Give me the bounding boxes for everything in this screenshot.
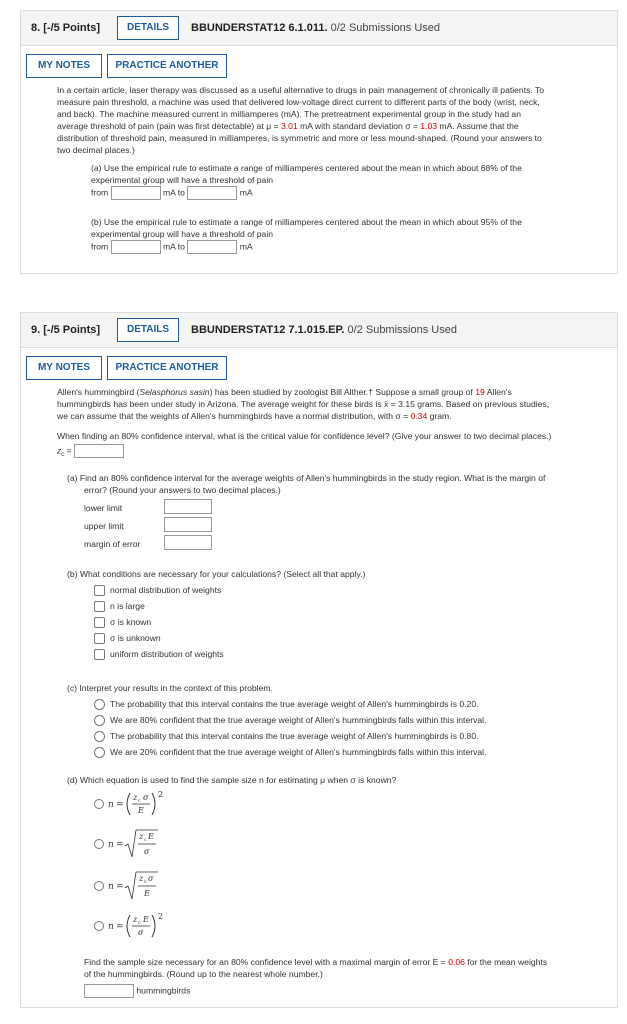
- svg-text:σ: σ: [143, 793, 149, 802]
- intro-text: and back). The machine measured current in milliamperes (mA). The pretreatment experimental group in the study had an: [57, 109, 521, 119]
- sample-size-answer-row: [84, 984, 190, 998]
- radio-option[interactable]: We are 20% confident that the true average weight of Allen's hummingbirds falls within this interval.: [94, 746, 486, 759]
- margin-of-error-label: margin of error: [84, 539, 141, 549]
- formula-zc-e-over-sigma-squared: [94, 911, 184, 941]
- details-button[interactable]: DETAILS: [117, 16, 179, 40]
- radio-option[interactable]: The probability that this interval contains the true average weight of Allen's hummingbirds is 0.20.: [94, 698, 479, 711]
- svg-text:E: E: [144, 889, 150, 898]
- checkbox[interactable]: [94, 649, 105, 660]
- svg-text:n: n: [108, 922, 114, 932]
- radio-button[interactable]: [94, 731, 105, 742]
- radio-option-formula-1[interactable]: [94, 789, 184, 819]
- margin-of-error-input[interactable]: [164, 535, 212, 550]
- radio-option[interactable]: We are 80% confident that the true average weight of Allen's hummingbirds falls within this interval.: [94, 714, 486, 727]
- svg-text:=: =: [116, 840, 124, 850]
- svg-text:E: E: [138, 806, 144, 815]
- svg-text:=: =: [116, 882, 124, 892]
- question-9-body: [21, 384, 617, 1004]
- intro-text: two decimal places.): [57, 145, 135, 155]
- svg-text:σ: σ: [138, 928, 144, 937]
- question-9-header: [21, 313, 617, 348]
- from-label: from: [91, 187, 109, 198]
- checkbox[interactable]: [94, 633, 105, 644]
- checkbox-option[interactable]: σ is unknown: [94, 632, 161, 645]
- sample-size-question: of the hummingbirds. (Round up to the nearest whole number.): [84, 969, 323, 979]
- svg-text:n: n: [108, 840, 114, 850]
- svg-text:z: z: [133, 793, 138, 802]
- intro-text: In a certain article, laser therapy was discussed as a useful alternative to drugs in pain management of chronically ill patients. To: [57, 85, 545, 95]
- checkbox-option[interactable]: normal distribution of weights: [94, 584, 221, 597]
- svg-text:c: c: [144, 879, 147, 885]
- checkbox[interactable]: [94, 585, 105, 596]
- svg-text:E: E: [143, 915, 149, 924]
- radio-option-formula-3[interactable]: [94, 869, 184, 903]
- part-b-answer-row: [91, 240, 253, 254]
- checkbox[interactable]: [94, 601, 105, 612]
- part-a-text: experimental group will have a threshold of pain: [91, 175, 274, 185]
- part-d-question: (d) Which equation is used to find the sample size n for estimating μ when σ is known?: [67, 775, 397, 785]
- radio-option-formula-2[interactable]: [94, 827, 184, 861]
- unit-label: hummingbirds: [136, 985, 191, 996]
- part-a-text: (a) Find an 80% confidence interval for the average weights of Allen's hummingbirds in the study region. What is the margin of: [67, 473, 546, 483]
- practice-another-button[interactable]: PRACTICE ANOTHER: [107, 356, 227, 380]
- part-a-from-input[interactable]: [111, 186, 161, 200]
- my-notes-button[interactable]: MY NOTES: [26, 54, 102, 78]
- from-label: from: [91, 241, 109, 252]
- svg-text:2: 2: [158, 912, 164, 921]
- practice-another-button[interactable]: PRACTICE ANOTHER: [107, 54, 227, 78]
- part-b-to-input[interactable]: [187, 240, 237, 254]
- part-b-question: (b) What conditions are necessary for your calculations? (Select all that apply.): [67, 569, 366, 579]
- checkbox-option[interactable]: σ is known: [94, 616, 151, 629]
- sample-size-input[interactable]: [84, 984, 134, 998]
- part-a-text: error? (Round your answers to two decimal places.): [84, 485, 281, 495]
- ma-to-label: mA to: [162, 241, 185, 252]
- svg-text:σ: σ: [148, 874, 154, 883]
- ma-label: mA: [239, 241, 253, 252]
- svg-text:c: c: [138, 798, 141, 804]
- checkbox-option[interactable]: uniform distribution of weights: [94, 648, 224, 661]
- my-notes-button[interactable]: MY NOTES: [26, 356, 102, 380]
- question-8-body: [21, 82, 617, 272]
- intro-text: we can assume that the weights of Allen's hummingbirds have a normal distribution, with σ = 0.34 gram.: [57, 411, 452, 421]
- part-a-answer-row: [91, 186, 253, 200]
- part-a-text: (a) Use the empirical rule to estimate a range of milliamperes centered about the mean in which about 68% of the: [91, 163, 522, 173]
- svg-text:z: z: [139, 874, 144, 883]
- svg-text:z: z: [139, 832, 144, 841]
- upper-limit-label: upper limit: [84, 521, 124, 531]
- critical-value-question: When finding an 80% confidence interval, what is the critical value for confidence level? (Give your answer to two decimal places.): [57, 431, 552, 441]
- part-b-text: experimental group will have a threshold of pain: [91, 229, 274, 239]
- svg-text:c: c: [138, 920, 141, 926]
- radio-option[interactable]: The probability that this interval contains the true average weight of Allen's hummingbirds is 0.80.: [94, 730, 479, 743]
- upper-limit-input[interactable]: [164, 517, 212, 532]
- svg-text:c: c: [144, 837, 147, 843]
- notes-row: [21, 348, 617, 384]
- svg-text:z: z: [133, 915, 138, 924]
- part-b-text: (b) Use the empirical rule to estimate a range of milliamperes centered about the mean in which about 95% of the: [91, 217, 522, 227]
- details-button[interactable]: DETAILS: [117, 318, 179, 342]
- question-8-header: [21, 11, 617, 46]
- formula-sqrt-zc-sigma-over-e: [94, 869, 184, 903]
- notes-row: [21, 46, 617, 82]
- svg-text:=: =: [116, 922, 124, 932]
- checkbox-option[interactable]: n is large: [94, 600, 145, 613]
- zc-input[interactable]: [74, 444, 124, 458]
- intro-text: average threshold of pain (pain was first detectable) at μ = 3.01 mA with standard deviation σ = 1.03 mA. Assume that the: [57, 121, 519, 131]
- question-code: BBUNDERSTAT12 6.1.011. 0/2 Submissions Used: [191, 22, 441, 34]
- checkbox[interactable]: [94, 617, 105, 628]
- intro-text: Allen's hummingbird (Selasphorus sasin) has been studied by zoologist Bill Alther.† Suppose a small group of 19 Allen's: [57, 387, 512, 397]
- intro-text: hummingbirds has been under study in Arizona. The average weight for these birds is x̄ = 3.15 grams. Based on previous studies,: [57, 399, 550, 409]
- question-number: 8. [-/5 Points]: [31, 22, 101, 34]
- ma-to-label: mA to: [162, 187, 185, 198]
- radio-button[interactable]: [94, 715, 105, 726]
- intro-text: measure pain threshold, a machine was used that delivered low-voltage direct current to different parts of the body (wrist, neck,: [57, 97, 540, 107]
- question-number: 9. [-/5 Points]: [31, 324, 101, 336]
- ma-label: mA: [239, 187, 253, 198]
- part-b-from-input[interactable]: [111, 240, 161, 254]
- radio-button[interactable]: [94, 747, 105, 758]
- svg-text:σ: σ: [144, 847, 150, 856]
- intro-text: distribution of threshold pain, measured in milliamperes, is symmetric and more or less mound-shaped. (Round your answers to: [57, 133, 542, 143]
- svg-text:n: n: [108, 800, 114, 810]
- question-9-card: [20, 312, 618, 1008]
- formula-sqrt-zc-e-over-sigma: [94, 827, 184, 861]
- lower-limit-input[interactable]: [164, 499, 212, 514]
- radio-option-formula-4[interactable]: [94, 911, 184, 941]
- svg-text:E: E: [148, 832, 154, 841]
- question-8-card: [20, 10, 618, 274]
- formula-zc-sigma-over-e-squared: [94, 789, 184, 819]
- part-c-question: (c) Interpret your results in the context of this problem.: [67, 683, 273, 693]
- zc-answer-row: $z_c$ =: [57, 444, 124, 461]
- question-code: BBUNDERSTAT12 7.1.015.EP. 0/2 Submissions Used: [191, 324, 457, 336]
- sample-size-question: Find the sample size necessary for an 80% confidence level with a maximal margin of error E = 0.06 for the mean weights: [84, 957, 548, 967]
- svg-text:=: =: [116, 800, 124, 810]
- part-a-to-input[interactable]: [187, 186, 237, 200]
- lower-limit-label: lower limit: [84, 503, 123, 513]
- svg-text:n: n: [108, 882, 114, 892]
- svg-text:2: 2: [158, 790, 164, 799]
- radio-button[interactable]: [94, 699, 105, 710]
